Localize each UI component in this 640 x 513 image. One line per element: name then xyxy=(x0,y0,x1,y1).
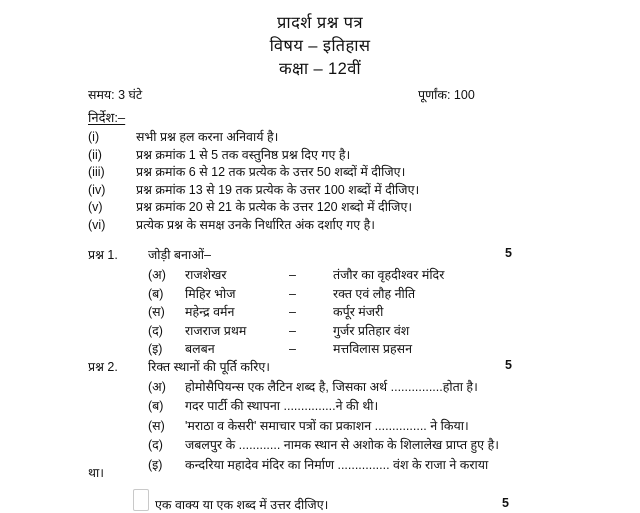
blank-key: (अ) xyxy=(148,380,166,394)
pair-right-item: मत्तविलास प्रहसन xyxy=(333,342,413,357)
direction-number: (iv) xyxy=(88,182,106,197)
pair-right-item: तंजौर का वृहदीश्वर मंदिर xyxy=(333,268,445,282)
pair-dash: – xyxy=(289,342,296,357)
blank-key: (स) xyxy=(148,418,165,433)
pair-key: (स) xyxy=(148,305,165,320)
question-3-marks: 5 xyxy=(502,496,509,510)
pair-left-item: बलबन xyxy=(185,342,215,357)
pair-dash: – xyxy=(289,286,296,301)
question-3-title: एक वाक्य या एक शब्द में उत्तर दीजिए। xyxy=(155,498,329,512)
pair-right-item: कर्पूर मंजरी xyxy=(333,305,384,320)
direction-item xyxy=(88,128,608,146)
pair-dash: – xyxy=(289,268,296,282)
fill-blank-row xyxy=(88,417,608,436)
paper-meta-row xyxy=(0,86,640,108)
directions-list xyxy=(88,128,608,234)
pair-left-item: राजशेखर xyxy=(185,268,227,282)
direction-number: (i) xyxy=(88,130,100,144)
pair-left-item: मिहिर भोज xyxy=(185,286,236,301)
question-1-block xyxy=(88,246,608,359)
pair-left-item: महेन्द्र वर्मन xyxy=(185,305,235,320)
question-2-heading xyxy=(88,358,608,377)
pair-key: (द) xyxy=(148,323,163,338)
question-1-title: जोड़ी बनाओं– xyxy=(148,248,211,262)
page-header xyxy=(0,0,640,81)
direction-number: (v) xyxy=(88,200,103,215)
question-2-label: प्रश्न 2. xyxy=(88,360,118,374)
matching-pairs-list xyxy=(88,266,608,359)
time-allowed-label: समय: 3 घंटे xyxy=(88,88,143,102)
blank-key: (ब) xyxy=(148,399,164,414)
direction-text: प्रश्न क्रमांक 6 से 12 तक प्रत्येक के उत्तर 50 शब्दों में दीजिए। xyxy=(136,165,406,180)
matching-pair-row xyxy=(88,303,608,322)
fill-blank-row xyxy=(88,456,608,475)
pair-dash: – xyxy=(289,323,296,338)
pair-key: (अ) xyxy=(148,268,166,282)
blank-text: जबलपुर के ............ नामक स्थान से अशोक के शिलालेख प्राप्त हुए है। xyxy=(185,438,499,453)
directions-heading: निर्देश:– xyxy=(88,110,126,125)
blank-text: होमोसैपियन्स एक लैटिन शब्द है, जिसका अर्थ ...............होता है। xyxy=(185,380,478,394)
question-2-marks: 5 xyxy=(505,358,512,372)
pair-right-item: गुर्जर प्रतिहार वंश xyxy=(333,323,410,338)
blank-key: (द) xyxy=(148,438,163,453)
paper-title-line-1: प्रादर्श प्रश्न पत्र xyxy=(277,14,363,32)
pair-right-item: रक्त एवं लौह नीति xyxy=(333,286,416,301)
pair-key: (इ) xyxy=(148,342,163,357)
fill-blank-row xyxy=(88,436,608,455)
direction-item xyxy=(88,146,608,164)
direction-number: (vi) xyxy=(88,217,106,232)
fill-blanks-list xyxy=(88,378,608,475)
direction-item xyxy=(88,198,608,216)
direction-item xyxy=(88,181,608,199)
question-1-marks: 5 xyxy=(505,246,512,260)
question-1-label: प्रश्न 1. xyxy=(88,248,118,262)
direction-number: (iii) xyxy=(88,165,105,180)
matching-pair-row xyxy=(88,285,608,304)
direction-text: प्रश्न क्रमांक 13 से 19 तक प्रत्येक के उत्तर 100 शब्दों में दीजिए। xyxy=(136,182,420,197)
blank-text: 'मराठा व केसरी' समाचार पत्रों का प्रकाशन ............... ने किया। xyxy=(185,418,469,433)
matching-pair-row xyxy=(88,322,608,341)
direction-item xyxy=(88,216,608,234)
answer-box-placeholder xyxy=(133,489,149,511)
paper-class-line: कक्षा – 12वीं xyxy=(278,60,362,78)
matching-pair-row xyxy=(88,266,608,285)
paper-subject-line: विषय – इतिहास xyxy=(269,37,371,55)
fill-blank-row xyxy=(88,378,608,397)
question-2-tail-text: था। xyxy=(88,466,104,480)
direction-number: (ii) xyxy=(88,147,102,162)
blank-key: (इ) xyxy=(148,457,163,472)
direction-item xyxy=(88,163,608,181)
question-2-title: रिक्त स्थानों की पूर्ति करिए। xyxy=(148,360,270,374)
direction-text: सभी प्रश्न हल करना अनिवार्य है। xyxy=(136,130,279,144)
direction-text: प्रश्न क्रमांक 1 से 5 तक वस्तुनिष्ठ प्रश्न दिए गए है। xyxy=(136,147,351,162)
direction-text: प्रश्न क्रमांक 20 से 21 के प्रत्येक के उत्तर 120 शब्दो में दीजिए। xyxy=(136,200,413,215)
blank-text: कन्दरिया महादेव मंदिर का निर्माण ............... वंश के राजा ने कराया xyxy=(185,457,489,472)
pair-dash: – xyxy=(289,305,296,320)
pair-left-item: राजराज प्रथम xyxy=(185,323,247,338)
total-marks-label: पूर्णांक: 100 xyxy=(418,88,475,102)
matching-pair-row xyxy=(88,340,608,359)
question-3-row xyxy=(0,487,640,512)
direction-text: प्रत्येक प्रश्न के समक्ष उनके निर्धारित अंक दर्शाए गए है। xyxy=(136,217,376,232)
question-1-heading xyxy=(88,246,608,265)
blank-text: गदर पार्टी की स्थापना ...............ने की थी। xyxy=(185,399,379,414)
pair-key: (ब) xyxy=(148,286,164,301)
fill-blank-row xyxy=(88,397,608,416)
question-2-block xyxy=(88,358,608,475)
